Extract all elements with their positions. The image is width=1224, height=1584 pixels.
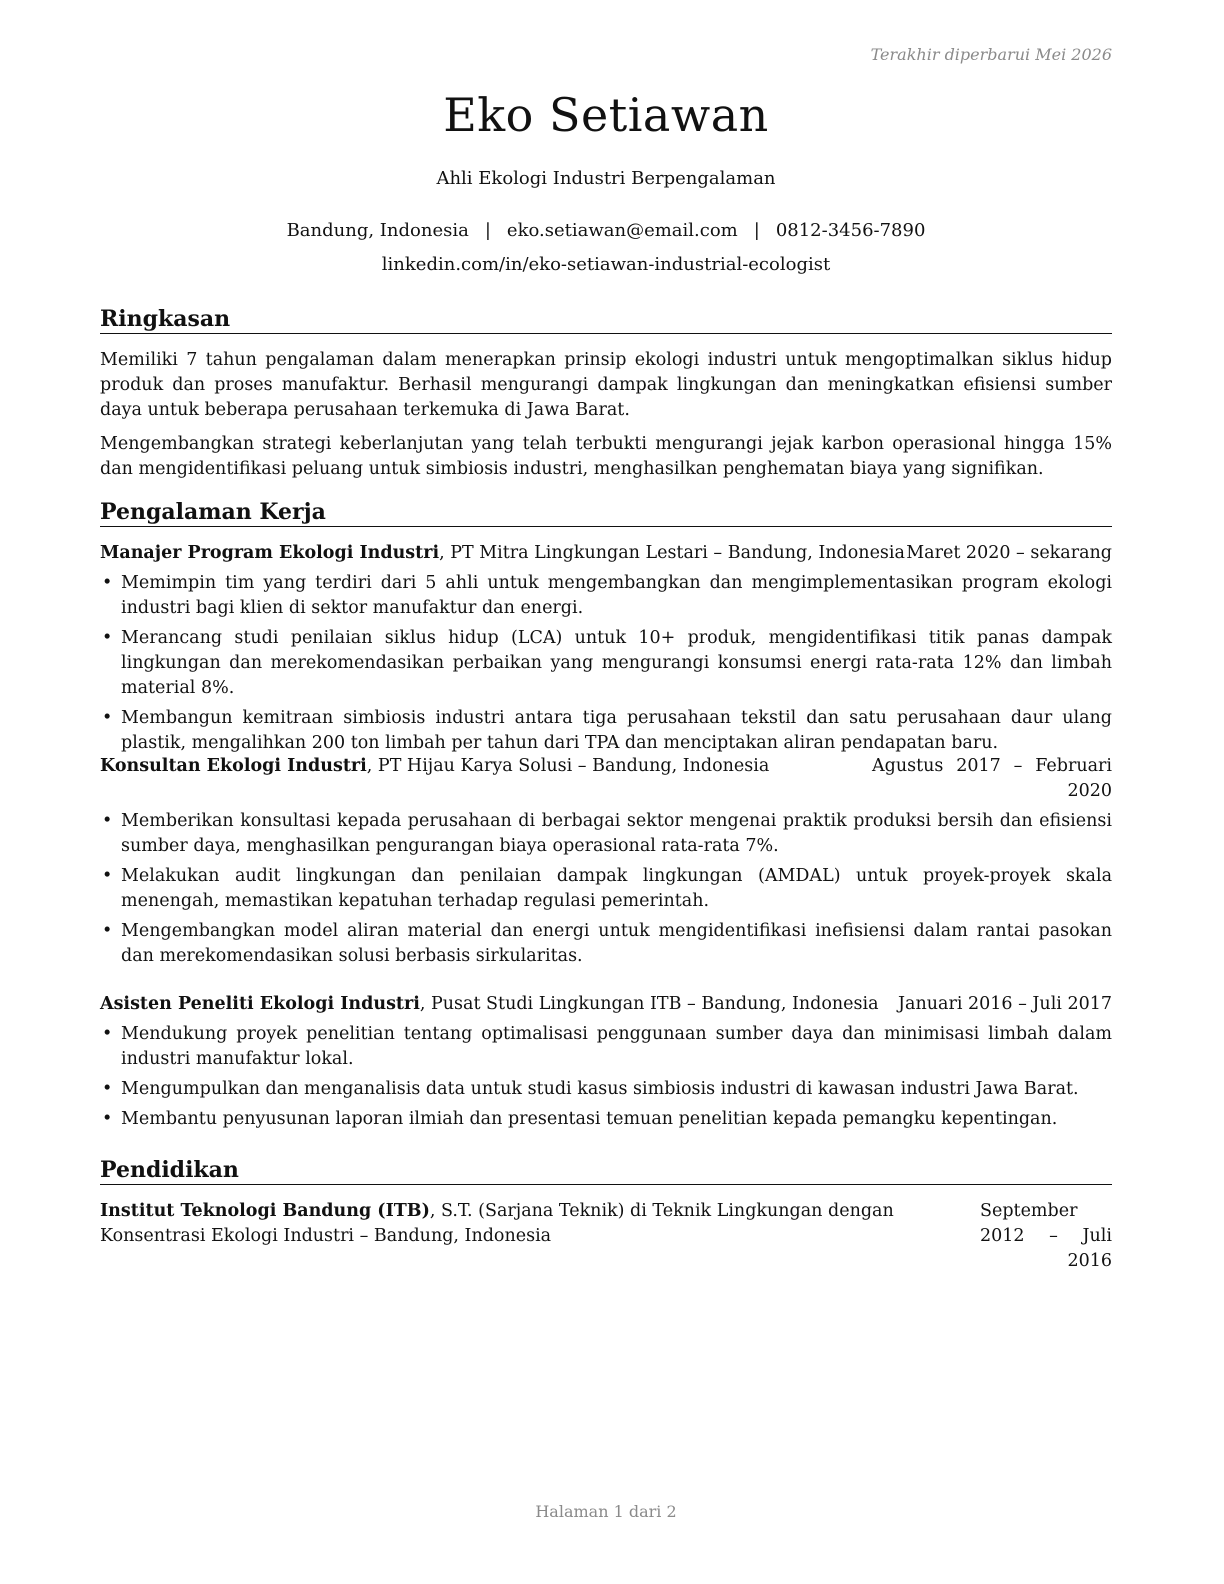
summary-paragraph: Memiliki 7 tahun pengalaman dalam menerapkan prinsip ekologi industri untuk mengoptimalkan siklus hidup produk dan proses manufaktur. Berhasil mengurangi dampak lingkungan dan meningkatkan efisiensi sumber daya untuk beberapa perusahaan terkemuka di Jawa Barat. <box>100 350 1112 420</box>
bullet-icon: • <box>102 1024 113 1044</box>
last-updated-note: Terakhir diperbarui Mei 2026 <box>870 45 1112 64</box>
bullet-icon: • <box>102 573 113 593</box>
education-entry <box>100 1199 1112 1274</box>
contact-linkedin[interactable]: linkedin.com/in/eko-setiawan-industrial-ecologist <box>381 254 831 275</box>
job-bullets <box>100 1022 1112 1137</box>
candidate-tagline: Ahli Ekologi Industri Berpengalaman <box>436 168 776 189</box>
list-item: • Mendukung proyek penelitian tentang optimalisasi penggunaan sumber daya dan minimisasi limbah dalam industri manufaktur lokal. <box>102 1024 1112 1069</box>
list-item: • Memberikan konsultasi kepada perusahaan di berbagai sektor mengenai praktik produksi bersih dan efisiensi sumber daya, menghasilkan pengurangan biaya operasional rata-rata 7%. <box>102 811 1112 856</box>
page-number: Halaman 1 dari 2 <box>535 1502 677 1521</box>
bullet-icon: • <box>102 708 113 728</box>
bullet-icon: • <box>102 1079 113 1099</box>
list-item: • Membangun kemitraan simbiosis industri antara tiga perusahaan tekstil dan satu perusahaan daur ulang plastik, mengalihkan 200 ton limbah per tahun dari TPA dan menciptakan aliran pendapatan baru. <box>102 708 1112 753</box>
list-item: • Merancang studi penilaian siklus hidup (LCA) untuk 10+ produk, mengidentifikasi titik panas dampak lingkungan dan merekomendasikan perbaikan yang mengurangi konsumsi energi rata-rata 12% dan limbah material 8%. <box>102 628 1112 698</box>
education-school: Institut Teknologi Bandung (ITB) <box>100 1201 430 1221</box>
job-title-line <box>100 754 769 779</box>
job-dates: Maret 2020 – sekarang <box>906 543 1112 563</box>
job-role: Konsultan Ekologi Industri <box>100 756 367 776</box>
contact-email[interactable]: eko.setiawan@email.com <box>506 220 738 241</box>
education-detail <box>100 1199 980 1249</box>
job-header <box>100 754 1112 804</box>
bullet-icon: • <box>102 811 113 831</box>
job-title-line <box>100 992 879 1017</box>
job-role: Manajer Program Ekologi Industri <box>100 543 440 563</box>
section-title-summary: Ringkasan <box>100 306 1112 334</box>
education-degree: , S.T. (Sarjana Teknik) di Teknik Lingkungan dengan Konsentrasi Ekologi Industri – Bandung, Indonesia <box>100 1201 894 1246</box>
job-role: Asisten Peneliti Ekologi Industri <box>100 994 420 1014</box>
contact-separator: | <box>484 220 491 241</box>
education-dates: September 2012 – Juli 2016 <box>980 1201 1112 1271</box>
contact-location: Bandung, Indonesia <box>286 220 469 241</box>
contact-phone: 0812-3456-7890 <box>775 220 926 241</box>
job-bullets <box>100 571 1112 761</box>
list-item: • Melakukan audit lingkungan dan penilaian dampak lingkungan (AMDAL) untuk proyek-proyek skala menengah, memastikan kepatuhan terhadap regulasi pemerintah. <box>102 866 1112 911</box>
candidate-name: Eko Setiawan <box>443 88 769 142</box>
bullet-icon: • <box>102 866 113 886</box>
job-dates: Januari 2016 – Juli 2017 <box>898 994 1112 1014</box>
bullet-icon: • <box>102 921 113 941</box>
list-item: • Mengumpulkan dan menganalisis data untuk studi kasus simbiosis industri di kawasan industri Jawa Barat. <box>100 1077 1112 1102</box>
resume-page <box>100 0 1112 1584</box>
job-bullets <box>100 809 1112 974</box>
contact-separator: | <box>753 220 760 241</box>
job-dates: Agustus 2017 – Februari 2020 <box>872 756 1112 801</box>
job-title-line <box>100 541 905 566</box>
list-item: • Memimpin tim yang terdiri dari 5 ahli untuk mengembangkan dan mengimplementasikan program ekologi industri bagi klien di sektor manufaktur dan energi. <box>102 573 1112 618</box>
section-title-experience: Pengalaman Kerja <box>100 499 1112 527</box>
list-item: • Mengembangkan model aliran material dan energi untuk mengidentifikasi inefisiensi dalam rantai pasokan dan merekomendasikan solusi berbasis sirkularitas. <box>102 921 1112 966</box>
list-item: • Membantu penyusunan laporan ilmiah dan presentasi temuan penelitian kepada pemangku kepentingan. <box>100 1107 1112 1132</box>
bullet-icon: • <box>102 1109 113 1129</box>
job-organization: , Pusat Studi Lingkungan ITB – Bandung, Indonesia <box>419 994 879 1014</box>
section-title-education: Pendidikan <box>100 1157 1112 1185</box>
job-header <box>100 541 1112 566</box>
job-organization: , PT Hijau Karya Solusi – Bandung, Indonesia <box>366 756 770 776</box>
job-organization: , PT Mitra Lingkungan Lestari – Bandung, Indonesia <box>439 543 905 563</box>
job-header <box>100 992 1112 1017</box>
summary-paragraph: Mengembangkan strategi keberlanjutan yang telah terbukti mengurangi jejak karbon operasional hingga 15% dan mengidentifikasi peluang untuk simbiosis industri, menghasilkan penghematan biaya yang signifikan. <box>100 434 1112 479</box>
bullet-icon: • <box>102 628 113 648</box>
contact-line <box>100 220 1112 241</box>
